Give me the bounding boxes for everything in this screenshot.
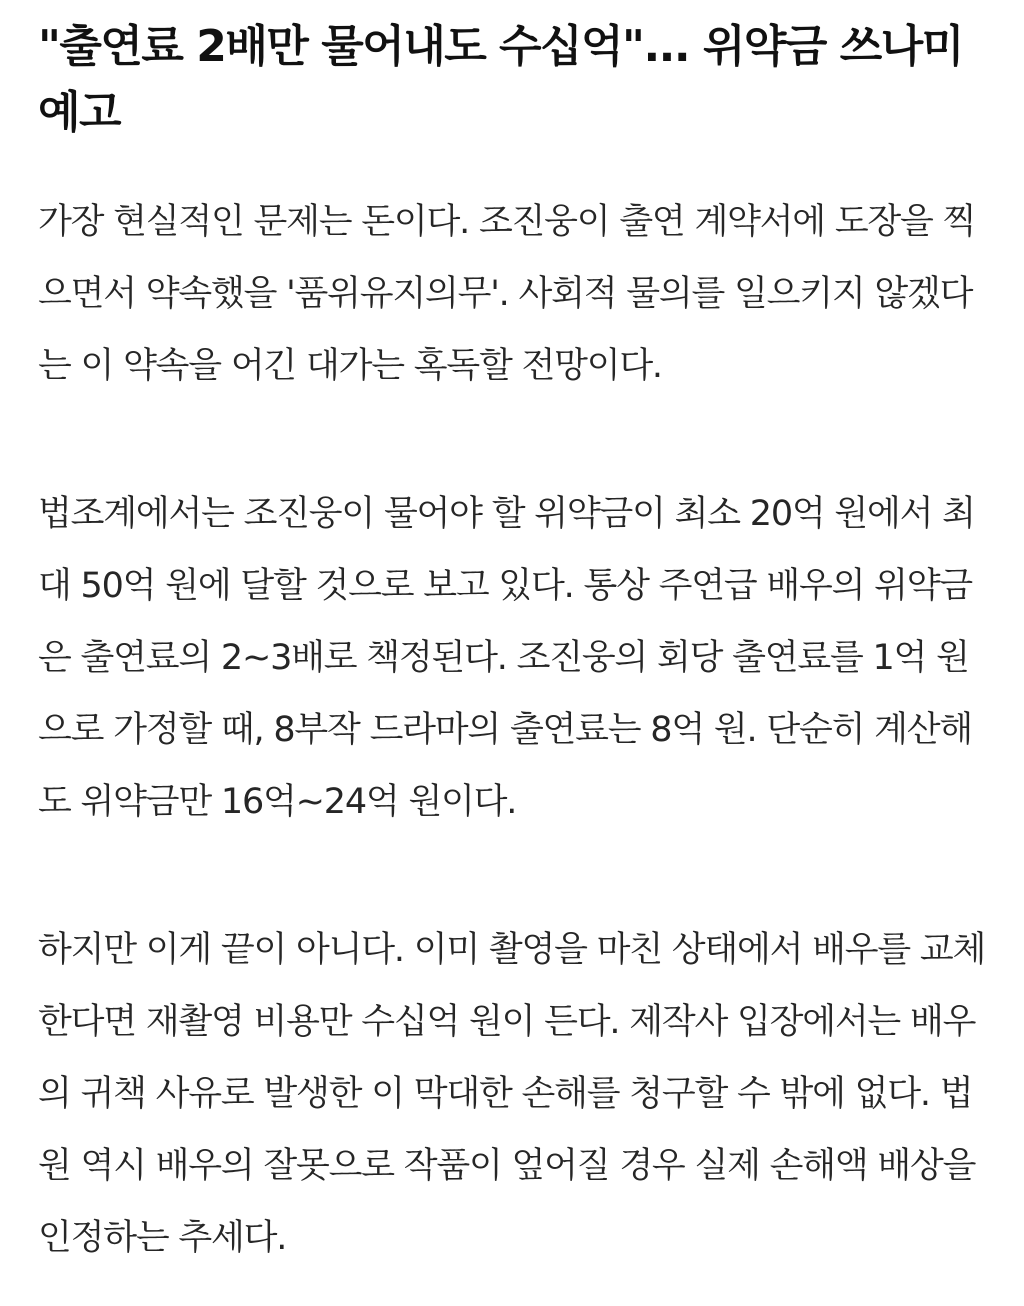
article-paragraph: 가장 현실적인 문제는 돈이다. 조진웅이 출연 계약서에 도장을 찍으면서 약속했을 '품위유지의무'. 사회적 물의를 일으키지 않겠다는 이 약속을 어긴 대가는 혹독할 전망이다. <box>38 202 976 386</box>
article-body <box>38 186 988 1274</box>
article-paragraph: 법조계에서는 조진웅이 물어야 할 위약금이 최소 20억 원에서 최대 50억 원에 달할 것으로 보고 있다. 통상 주연급 배우의 위약금은 출연료의 2~3배로 책정된다. 조진웅의 회당 출연료를 1억 원으로 가정할 때, 8부작 드라마의 출연료는 8억 원. 단순히 계산해도 위약금만 16억~24억 원이다. <box>38 494 975 822</box>
article <box>38 14 988 1274</box>
article-paragraph: 하지만 이게 끝이 아니다. 이미 촬영을 마친 상태에서 배우를 교체한다면 재촬영 비용만 수십억 원이 든다. 제작사 입장에서는 배우의 귀책 사유로 발생한 이 막대한 손해를 청구할 수 밖에 없다. 법원 역시 배우의 잘못으로 작품이 엎어질 경우 실제 손해액 배상을 인정하는 추세다. <box>38 930 986 1258</box>
article-headline: "출연료 2배만 물어내도 수십억"... 위약금 쓰나미 예고 <box>38 21 963 138</box>
